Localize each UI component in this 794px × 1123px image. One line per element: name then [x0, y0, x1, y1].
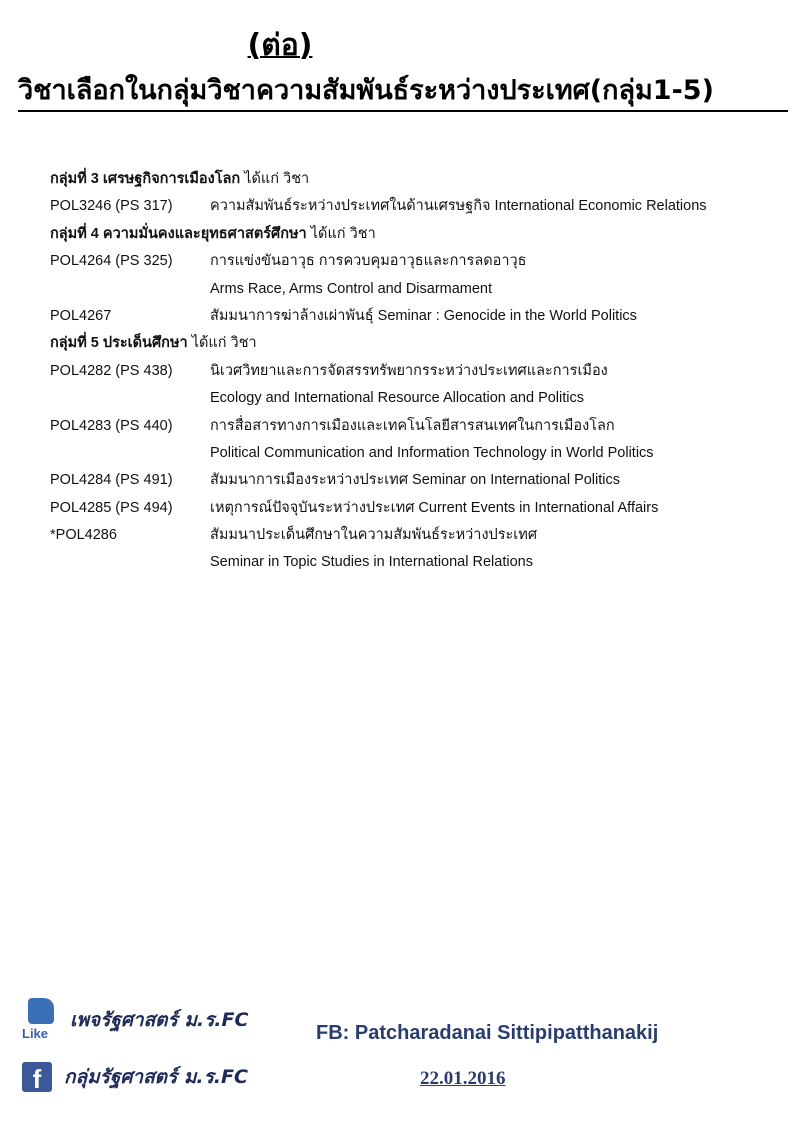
course-code: POL4282 (PS 438) — [50, 362, 173, 379]
course-code: *POL4286 — [50, 527, 117, 544]
group-title: กลุ่มที่ 5 ประเด็นศึกษา — [50, 335, 188, 352]
facebook-icon: f — [22, 1062, 52, 1092]
group-suffix: ได้แก่ วิชา — [310, 225, 376, 242]
course-code: POL4284 (PS 491) — [50, 472, 173, 489]
course-row — [50, 495, 770, 522]
course-row — [50, 193, 770, 220]
course-name: การสื่อสารทางการเมืองและเทคโนโลยีสารสนเทศในการเมืองโลก — [210, 417, 615, 434]
course-name: Political Communication and Information Technology in World Politics — [210, 444, 654, 461]
group-heading — [50, 166, 770, 193]
course-name: สัมมนาการเมืองระหว่างประเทศ Seminar on International Politics — [210, 472, 621, 489]
course-name: เหตุการณ์ปัจจุบันระหว่างประเทศ Current Events in International Affairs — [210, 499, 659, 516]
group-suffix: ได้แก่ วิชา — [244, 171, 310, 187]
course-row — [50, 467, 770, 494]
course-code: POL3246 (PS 317) — [50, 198, 173, 215]
group-heading — [50, 330, 770, 357]
course-name: นิเวศวิทยาและการจัดสรรทรัพยากรระหว่างประเทศและการเมือง — [210, 362, 608, 379]
course-code: POL4264 (PS 325) — [50, 253, 173, 270]
course-row — [50, 440, 770, 467]
course-code: POL4267 — [50, 307, 112, 324]
course-row — [50, 358, 770, 385]
course-row — [50, 522, 770, 549]
continued-label: (ต่อ) — [247, 28, 313, 63]
course-name: Ecology and International Resource Allocation and Politics — [210, 390, 585, 407]
like-page-link[interactable] — [22, 998, 248, 1042]
group-title: กลุ่มที่ 4 ความมั่นคงและยุทธศาสตร์ศึกษา — [50, 225, 307, 242]
course-list — [50, 166, 770, 577]
page-label: เพจรัฐศาสตร์ ม.ร.FC — [70, 1009, 249, 1031]
course-row — [50, 276, 770, 303]
course-name: Arms Race, Arms Control and Disarmament — [210, 280, 493, 297]
group-suffix: ได้แก่ วิชา — [191, 335, 257, 352]
course-name: การแข่งขันอาวุธ การควบคุมอาวุธและการลดอาวุธ — [210, 253, 527, 270]
course-row — [50, 303, 770, 330]
fb-name: FB: Patcharadanai Sittipipatthanakij — [316, 1022, 659, 1044]
course-name: สัมมนาการฆ่าล้างเผ่าพันธุ์ Seminar : Genocide in the World Politics — [210, 307, 637, 324]
course-row — [50, 413, 770, 440]
course-name: Seminar in Topic Studies in International Relations — [210, 554, 533, 571]
course-name: ความสัมพันธ์ระหว่างประเทศในด้านเศรษฐกิจ International Economic Relations — [210, 198, 707, 215]
group-heading — [50, 221, 770, 248]
thumbs-up-icon: Like — [22, 998, 58, 1042]
date: 22.01.2016 — [420, 1068, 506, 1089]
facebook-group-link[interactable] — [22, 1062, 248, 1092]
course-code: POL4285 (PS 494) — [50, 499, 173, 516]
page-title: วิชาเลือกในกลุ่มวิชาความสัมพันธ์ระหว่างประเทศ(กลุ่ม1-5) — [18, 74, 788, 112]
group-title: กลุ่มที่ 3 เศรษฐกิจการเมืองโลก — [50, 171, 241, 187]
course-row — [50, 248, 770, 275]
course-name: สัมมนาประเด็นศึกษาในความสัมพันธ์ระหว่างประเทศ — [210, 527, 538, 544]
course-code: POL4283 (PS 440) — [50, 417, 173, 434]
group-label: กลุ่มรัฐศาสตร์ ม.ร.FC — [64, 1066, 248, 1088]
course-row — [50, 385, 770, 412]
course-row — [50, 549, 770, 576]
